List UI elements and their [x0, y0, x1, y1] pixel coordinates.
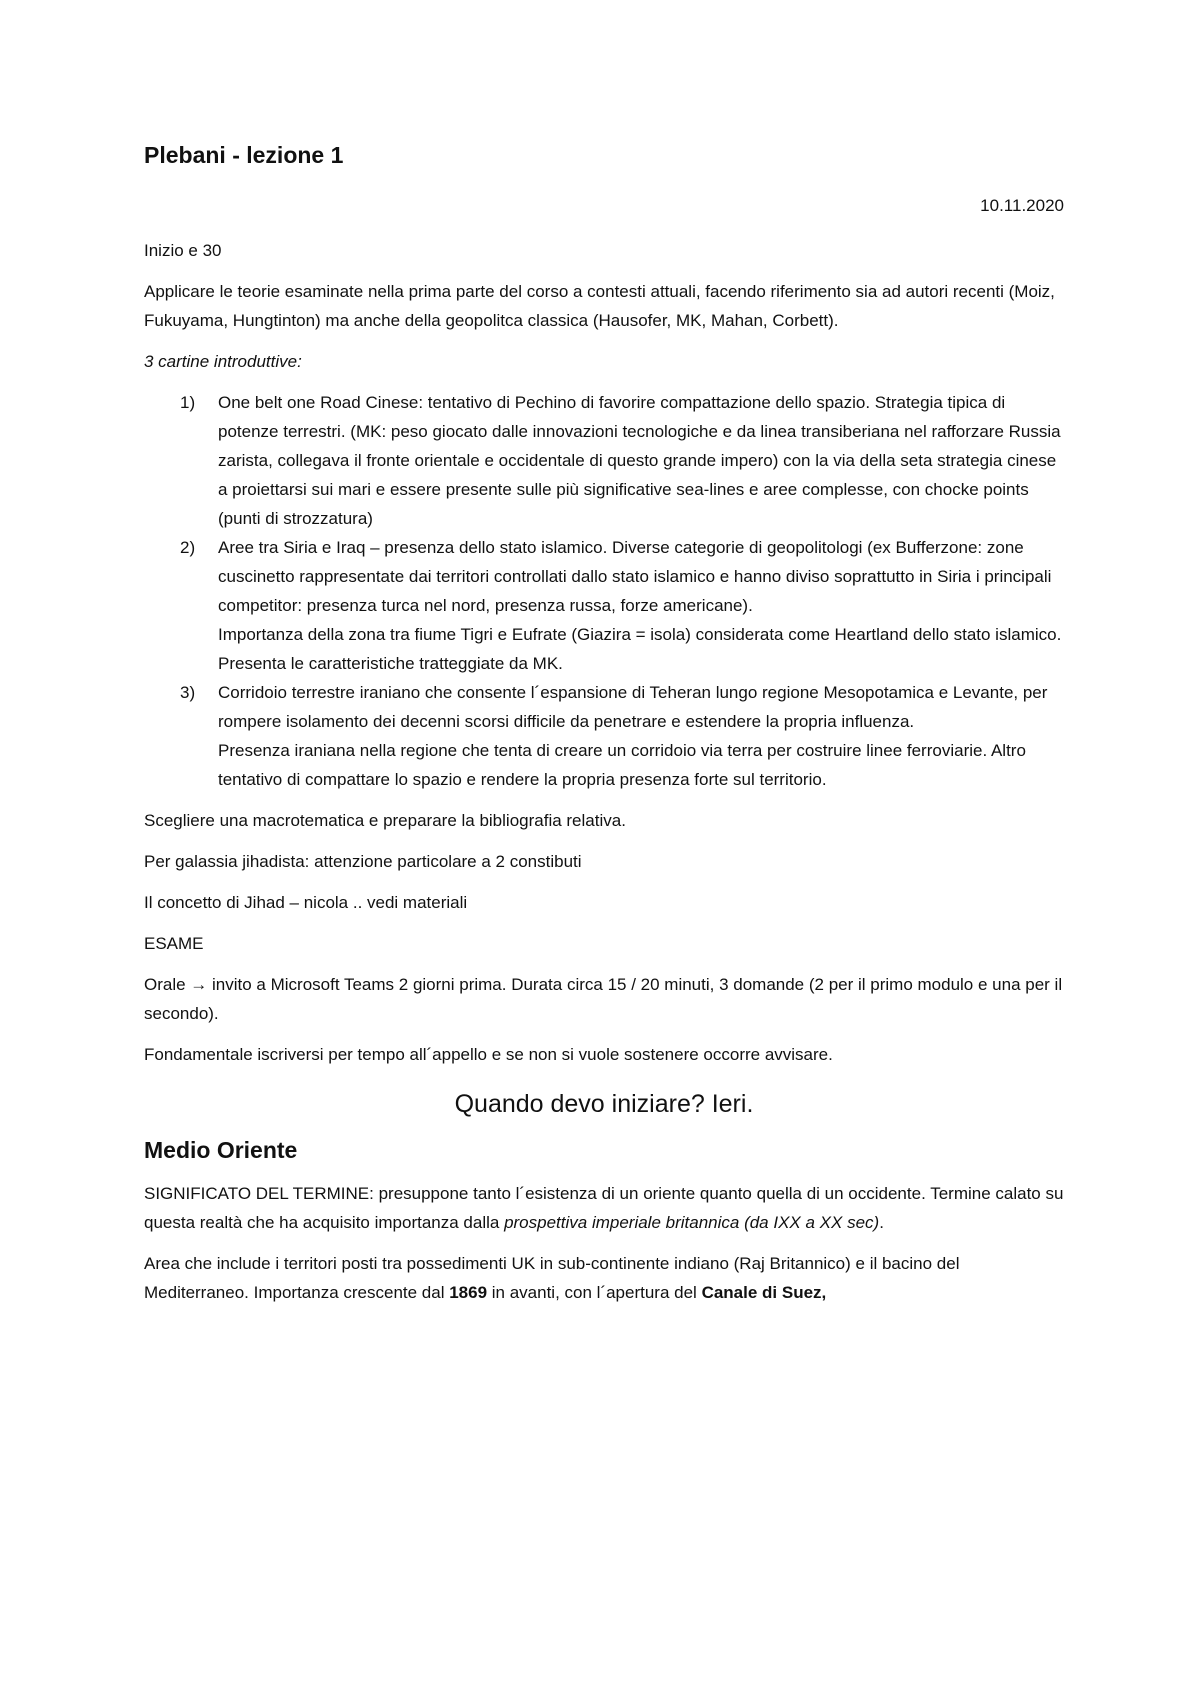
list-item-text: One belt one Road Cinese: tentativo di Pechino di favorire compattazione dello spazio. Strategia tipica di potenze terrestri. (MK: peso giocato dalle innovazioni tecnologiche e da linea transiberiana nel rafforzare Russia zarista, collegava il fronte orientale e occidentale di questo grande impero) con la via della seta strategia cinese a proiettarsi sui mari e essere presente sulle più significative sea-lines e aree complesse, con chocke points (punti di strozzatura): [218, 393, 1061, 528]
maps-list: [144, 388, 1064, 794]
meaning-italic: prospettiva imperiale britannica (da IXX a XX sec): [504, 1213, 880, 1232]
list-item-text: Corridoio terrestre iraniano che consente l´espansione di Teheran lungo regione Mesopotamica e Levante, per rompere isolamento dei decenni scorsi difficile da penetrare e estendere la propria influenza.: [218, 683, 1048, 731]
exam-heading: ESAME: [144, 934, 204, 953]
paragraph-bibliography: Scegliere una macrotematica e preparare la bibliografia relativa.: [144, 811, 626, 830]
exam-line: Orale → invito a Microsoft Teams 2 giorni prima. Durata circa 15 / 20 minuti, 3 domande (2 per il primo modulo e una per il secondo).: [144, 975, 1063, 1023]
list-item-text: Aree tra Siria e Iraq – presenza dello stato islamico. Diverse categorie di geopolitologi (ex Bufferzone: zone cuscinetto rappresentate dai territori controllati dallo stato islamico e hanno diviso soprattutto in Siria i principali competitor: presenza turca nel nord, presenza russa, forze americane).: [218, 538, 1052, 615]
list-item: [144, 533, 1064, 678]
paragraph-jihadist: Per galassia jihadista: attenzione particolare a 2 constibuti: [144, 852, 582, 871]
lesson-date: 10.11.2020: [980, 196, 1064, 215]
list-item-number: 2): [180, 538, 196, 557]
list-item: [144, 678, 1064, 794]
paragraph-course-aims: Applicare le teorie esaminate nella prima parte del corso a contesti attuali, facendo riferimento sia ad autori recenti (Moiz, Fukuyama, Hungtinton) ma anche della geopolitca classica (Hausofer, MK, Mahan, Corbett).: [144, 282, 1055, 330]
maps-label: 3 cartine introduttive:: [144, 352, 302, 371]
list-item-number: 1): [180, 393, 196, 412]
meaning-end: .: [879, 1213, 884, 1232]
list-item-text: Presenza iraniana nella regione che tenta di creare un corridoio via terra per costruire linee ferroviarie. Altro tentativo di compattare lo spazio e rendere la propria presenza forte sul territorio.: [218, 741, 1026, 789]
area-text-1: Area che include i territori posti tra possedimenti UK in sub-continente indiano (Raj Britannico) e il bacino del Mediterraneo. Importanza crescente dal: [144, 1254, 960, 1302]
area-bold-1: 1869: [449, 1283, 488, 1302]
document-page: [144, 140, 1064, 1319]
paragraph-area: [144, 1249, 1064, 1307]
paragraph-jihad-concept: Il concetto di Jihad – nicola .. vedi materiali: [144, 893, 468, 912]
list-item-number: 3): [180, 683, 196, 702]
quote-heading: Quando devo iniziare? Ieri.: [454, 1090, 754, 1118]
list-item: [144, 388, 1064, 533]
exam-note: Fondamentale iscriversi per tempo all´appello e se non si vuole sostenere occorre avvisare.: [144, 1045, 833, 1064]
list-item-text: Importanza della zona tra fiume Tigri e Eufrate (Giazira = isola) considerata come Heartland dello stato islamico. Presenta le caratteristiche tratteggiate da MK.: [218, 625, 1062, 673]
paragraph-meaning: [144, 1179, 1064, 1237]
meaning-text: SIGNIFICATO DEL TERMINE: presuppone tanto l´esistenza di un oriente quanto quella di un occidente. Termine calato su questa realtà che ha acquisito importanza dalla: [144, 1184, 1064, 1232]
area-text-2: in avanti, con l´apertura del: [487, 1283, 702, 1302]
intro-time: Inizio e 30: [144, 241, 222, 260]
document-title: Plebani - lezione 1: [144, 142, 344, 168]
section-title: Medio Oriente: [144, 1137, 298, 1163]
area-bold-2: Canale di Suez,: [701, 1283, 827, 1302]
